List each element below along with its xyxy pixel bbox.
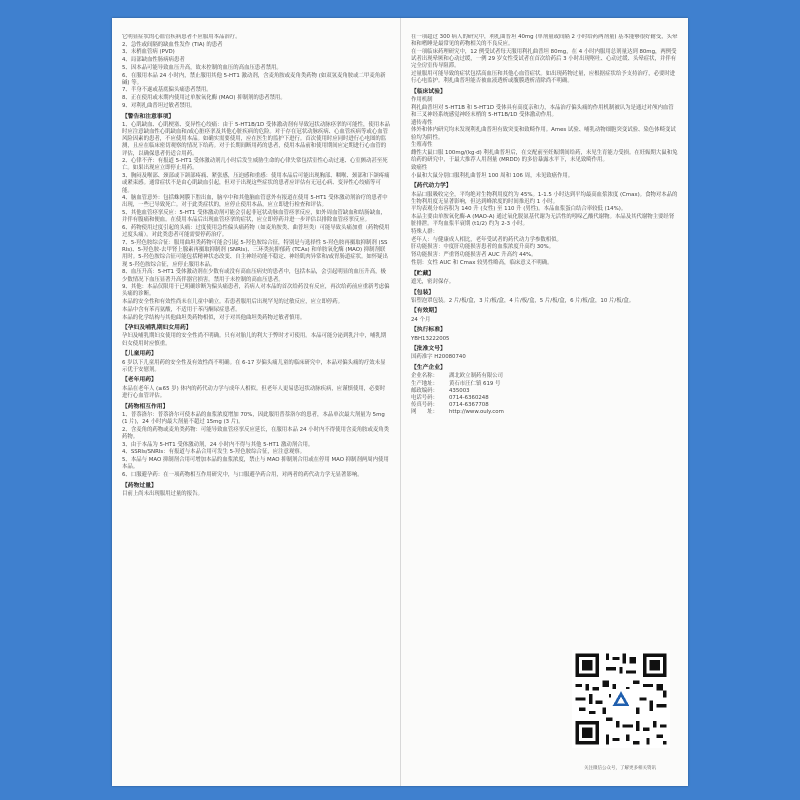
pk-line: 平均表观分布容积为 140 升 (女性) 至 110 升 (男性)。本品血浆蛋白结合率较低 (14%)。 bbox=[411, 206, 627, 213]
intro-line: 3、末梢血管病 (PVD) bbox=[122, 49, 175, 56]
intro-line: 9、对利扎曲普坦过敏者禁用。 bbox=[122, 102, 196, 109]
intro-line: 7、半身不遂或基底偏头痛患者禁用。 bbox=[122, 87, 212, 94]
section-title-package: 【包装】 bbox=[411, 289, 435, 296]
qr-caption: 关注微信公众号，了解更多相关资讯 bbox=[584, 766, 656, 771]
info-key: 传真号码： bbox=[411, 402, 438, 409]
elderly-text: 本品在老年人 (≥65 岁) 体内的药代动力学与成年人相似。但老年人更易患冠状动脉疾病，应谨慎使用，必要时进行心血管评估。 bbox=[122, 385, 386, 399]
section-title-warnings: 【警告和注意事项】 bbox=[122, 113, 175, 120]
warning-item: 2、心律不齐：有报道 5-HT1 受体激动剂几小时后发生威胁生命的心律失常包括室性心动过速、心室颤动甚至死亡。如果出现应立即停止用药。 bbox=[122, 158, 388, 172]
overdose-continued bbox=[411, 34, 679, 85]
overdose-paragraph: 过量服用可能导致的症状包括高血压和其他心血管症状。如出现药物过量，应根据症状给予支持治疗，必要时进行心电监护。利扎曲普坦能否被血液透析或腹膜透析清除尚不明确。 bbox=[411, 71, 676, 85]
pk-line: 肝功能损害：中度肝功能损害患者的血浆浓度升高约 30%。 bbox=[411, 244, 555, 251]
approval-text: 国药准字 H20080740 bbox=[411, 354, 466, 361]
interactions-list bbox=[122, 412, 390, 479]
fold-line bbox=[400, 18, 401, 786]
info-value: http://www.ouly.com bbox=[449, 409, 504, 416]
pk-line: 特殊人群： bbox=[411, 229, 438, 236]
section-title-validity: 【有效期】 bbox=[411, 308, 440, 315]
clinical-line: 致癌性 bbox=[411, 164, 428, 171]
pk-line: 本品口服吸收完全，平均绝对生物利用度约为 45%。1-1.5 小时达到平均最高血浆浓度 (Cmax)。食物对本品的生物利用度无显著影响，但达到峰浓度的时间推迟约 1 小时。 bbox=[411, 191, 678, 205]
info-key: 生产地址： bbox=[411, 380, 438, 387]
info-value: 0714-6360248 bbox=[449, 394, 489, 401]
info-row-name bbox=[411, 373, 679, 380]
info-row-website bbox=[411, 409, 679, 416]
warning-item: 3、胸闷及喉部、颈部或下颌部疼痛、紧张感，压迫感和重感：使用本品后可能出现胸部、咽喉、颈部和下颌疼痛或紧束感。通常症状不是由心肌缺血引起，但对于出现这些症状的患者应评估有无冠心病、变异性心绞痛等可能。 bbox=[122, 173, 390, 194]
pk-list bbox=[411, 192, 679, 268]
pregnancy-text: 孕妇及哺乳期妇女使用的安全性尚不明确。只有对胎儿的利大于弊时才可使用。本品可能分泌到乳汁中，哺乳期妇女使用时应慎重。 bbox=[122, 333, 387, 347]
interaction-item: 4、SSRIs/SNRIs：有报道与本品合用可发生 5-羟色胺综合征，应注意观察。 bbox=[122, 449, 306, 456]
storage-text: 遮光，密封保存。 bbox=[411, 278, 455, 285]
clinical-line: 小鼠和大鼠分别口服利扎曲普坦 100 周和 106 周，未见致癌作用。 bbox=[411, 172, 574, 179]
info-key: 企业名称： bbox=[411, 373, 438, 380]
intro-list bbox=[122, 34, 390, 110]
leaflet-sheet bbox=[112, 18, 688, 786]
intro-line: 5、因本品可能导致血压升高，故未控制的血压的高血压患者禁用。 bbox=[122, 64, 282, 71]
section-title-standard: 【执行标准】 bbox=[411, 327, 446, 334]
package-text: 铝塑泡罩包装。2 片/板/盒，3 片/板/盒，4 片/板/盒，5 片/板/盒，6 片/板/盒，10 片/板/盒。 bbox=[411, 297, 635, 304]
info-value: 黄石市汪仁镇 619 号 bbox=[449, 380, 501, 387]
section-title-overdose: 【药物过量】 bbox=[122, 482, 157, 489]
overdose-paragraph: 在一项临床药理研究中，12 例受试者每天服用利扎曲普坦 80mg，在 4 小时内服用总剂量达到 80mg，两例受试者出现晕厥和心动过缓，一例 29 岁女性受试者在首次给药后 3 小时出现呕吐、心动过缓、头晕症状，并伴有完全房室传导阻滞。 bbox=[411, 48, 677, 70]
intro-line: 6、在服用本品 24 小时内，禁止服用其他 5-HT1 激动剂，含麦角胺或麦角类药物 (如双氢麦角胺或二甲麦角新碱) 等。 bbox=[122, 72, 386, 86]
qr-code-icon[interactable] bbox=[572, 650, 670, 748]
warning-item: 4、脑血管意外：包括蛛网膜下腔出血，脑卒中和其他脑血管意外有报道在使用 5-HT1 受体激动剂治疗的患者中出现，一些已导致死亡。对于此类症状的，应停止使用本品，应立即进行检查和评估。 bbox=[122, 195, 388, 209]
interaction-item: 2、含麦角的药物或麦角类药物：可能导致血管痉挛反应延长，在服用本品 24 小时内不得使用含麦角胺或麦角类药物。 bbox=[122, 426, 390, 440]
interaction-item: 1、普萘洛尔：普萘洛尔可使本品的血浆浓度增加 70%，因此服用普萘洛尔的患者，本品单次最大剂量为 5mg (1 片)，24 小时内最大剂量不超过 15mg (3 片)。 bbox=[122, 411, 385, 425]
manufacturer-info bbox=[411, 373, 679, 416]
clinical-line: 遗传毒性 bbox=[411, 119, 433, 126]
section-title-approval: 【批准文号】 bbox=[411, 346, 446, 353]
standard-text: YBH13222005 bbox=[411, 335, 450, 342]
validity-text: 24 个月 bbox=[411, 316, 431, 323]
warning-item: 6、药物使用过度引起的头痛：过度使用急性偏头痛药物（如麦角胺类、曲普坦类）可能导致头痛加重（药物使用过度头痛）。对此类患者可能需要停药治疗。 bbox=[122, 225, 390, 239]
info-value: 435003 bbox=[449, 387, 470, 394]
clinical-list bbox=[411, 97, 679, 180]
info-value: 0714-6367708 bbox=[449, 402, 489, 409]
pk-line: 肾功能损害：严重肾功能损害者 AUC 升高约 44%。 bbox=[411, 252, 537, 259]
interaction-item: 6、口服避孕药：在一项药物相互作用研究中，与口服避孕药合用，对两者的药代动力学无显著影响。 bbox=[122, 471, 363, 478]
section-title-elderly: 【老年用药】 bbox=[122, 377, 157, 384]
section-title-interactions: 【药物相互作用】 bbox=[122, 403, 169, 410]
interaction-item: 5、本品与 MAO 抑制剂合用可增加本品的血浆浓度，禁止与 MAO 抑制剂合用或在停用 MAO 抑制剂两周内使用本品。 bbox=[122, 456, 389, 471]
warning-item: 本品的化学结构与其他曲坦类药物相似，对于对其他曲坦类药物过敏者慎用。 bbox=[122, 314, 306, 321]
section-title-pharmacokinetics: 【药代动力学】 bbox=[411, 183, 452, 190]
interaction-item: 3、由于本品为 5-HT1 受体激动剂，24 小时内不得与其他 5-HT1 激动剂合用。 bbox=[122, 441, 314, 448]
warning-item: 5、其他血管痉挛反应：5-HT1 受体激动剂可能会引起非冠状动脉血管痉挛反应，如外周血管缺血和结肠缺血，并伴有腹痛和便血。在使用本品后出现血管痉挛的症状，应立即停药并进一步评估以排除血管痉挛反应。 bbox=[122, 210, 386, 224]
intro-line: 它明显症状的心血管疾病患者不应服用本品治疗。 bbox=[122, 34, 241, 40]
info-row-fax bbox=[411, 402, 679, 409]
warning-item: 1、心肌缺血、心肌梗塞、变异性心绞痛：由于 5-HT1B/1D 受体激动剂有导致冠状动脉痉挛的可能性，使用本品时应注意缺血性心肌缺血和/或心脏痉挛及其他心脏疾病的危险。对于存在冠状动脉疾病、心血管疾病等或心血管风险因素的患者，不应使用本品。如确实需要使用，应在医生的监护下进行。首次使用时应同时进行心电图的监测，且应在临床密切观察的情况下给药。对于长期间断用药的患者，使用本品前和使用期间应定期进行心血管的评估，以确保患者仍适合用药。 bbox=[122, 121, 390, 157]
pk-line: 性别：女性 AUC 和 Cmax 较男性略高，临床意义不明确。 bbox=[411, 259, 553, 266]
section-title-storage: 【贮藏】 bbox=[411, 270, 435, 277]
clinical-line: 生殖毒性 bbox=[411, 142, 433, 149]
warnings-list bbox=[122, 122, 390, 322]
clinical-line: 体外和体内研究均未发现利扎曲普坦有致突变和致畸作用。Ames 试验、哺乳动物细胞突变试验、染色体畸变试验均为阴性。 bbox=[411, 127, 676, 141]
warning-item: 7、5-羟色胺综合征：服用曲坦类药物可能会引起 5-羟色胺综合征，特别是与选择性 5-羟色胺再摄取抑制剂 (SSRIs)、5-羟色胺-去甲肾上腺素再摄取抑制剂 (SNRIs)、三环类抗抑郁药 (TCAs) 和单胺氧化酶 (MAO) 抑制剂联用时。5-羟色胺综合征可能包括精神状态改变、自主神经功能不稳定、神经肌肉异常和/或胃肠道症状。如怀疑出现 5-羟色胺综合征，应停止服用本品。 bbox=[122, 239, 388, 268]
info-row-address bbox=[411, 381, 679, 388]
info-row-postcode bbox=[411, 388, 679, 395]
intro-line: 2、急性或间隔的缺血性发作 (TIA) 的患者 bbox=[122, 41, 223, 48]
clinical-line: 雌性大鼠口服 100mg/(kg·d) 利扎曲普坦后，在交配前至妊娠期间给药，未见生育能力受损。在妊娠期大鼠和兔给药的研究中，于最大推荐人用剂量 (MRDD) 的多倍暴露水平下，未见致畸作用。 bbox=[411, 150, 678, 164]
info-value: 湖北欧立制药有限公司 bbox=[449, 373, 503, 380]
warning-item: 8、血压升高：5-HT1 受体激动剂在少数有或没有高血压病史的患者中，包括本品，会引起明显的血压升高，极少数情况下血压显著升高伴器官损害。禁用于未控制的高血压患者。 bbox=[122, 269, 386, 283]
warning-item: 本品的安全性和有效性尚未在儿童中确立。若患者服用后出现罕见的过敏反应，应立即停药。 bbox=[122, 299, 344, 306]
warning-item: 9、其他：本品仅限用于已明确诊断为偏头痛患者，若病人对本品的首次给药没有反应，再次给药前应重新考虑偏头痛的诊断。 bbox=[122, 284, 390, 298]
overdose-paragraph: 在一项超过 300 病人的研究中，利扎曲普坦 40mg (单剂量或间隔 2 小时给药两剂量) 基本能够很好耐受，头晕和和嗜睡是最常见的药物相关的不良反应。 bbox=[411, 34, 678, 48]
overdose-text: 目前上尚未出现服用过量的报告。 bbox=[122, 490, 203, 497]
warning-item: 本品中含有苯丙氨酸，不适用于苯丙酮尿症患者。 bbox=[122, 306, 241, 313]
section-title-manufacturer: 【生产企业】 bbox=[411, 365, 446, 372]
clinical-line: 利扎曲普坦对 5-HT1B 和 5-HT1D 受体具有高度亲和力，本品治疗偏头痛的作用机制被认为是通过对颅内血管和三叉神经系统感觉神经末梢的 5-HT1B/1D 受体激动作用。 bbox=[411, 104, 674, 119]
clinical-line: 作用机制 bbox=[411, 97, 433, 104]
children-text: 6 岁以下儿童用药的安全性及有效性尚不明确。在 6-17 岁偏头痛儿童的临床研究中，本品对偏头痛的疗效未显示优于安慰剂。 bbox=[122, 359, 386, 373]
intro-line: 8、正在使用或末期内使用过单胺氧化酶 (MAO) 抑制剂的患者禁用。 bbox=[122, 95, 286, 102]
intro-line: 4、局部缺血性肠病病患者 bbox=[122, 57, 185, 64]
section-title-pregnancy: 【孕妇及哺乳期妇女用药】 bbox=[122, 325, 192, 332]
info-key: 电话号码： bbox=[411, 394, 438, 401]
section-title-clinical: 【临床试验】 bbox=[411, 88, 446, 95]
pk-line: 老年人：与健康成人相比，老年受试者的药代动力学参数相似。 bbox=[411, 236, 562, 243]
section-title-children: 【儿童用药】 bbox=[122, 351, 157, 358]
pk-line: 本品主要由单胺氧化酶-A (MAO-A) 通过氧化脱氨基代谢为无活性的吲哚乙酸代谢物。本品及其代谢物主要经肾脏排泄。平均血浆半衰期 (t1/2) 约为 2-3 小时。 bbox=[411, 214, 675, 228]
info-key: 网 址： bbox=[411, 409, 438, 416]
left-column bbox=[122, 34, 390, 776]
info-row-phone bbox=[411, 395, 679, 402]
info-key: 邮政编码： bbox=[411, 387, 438, 394]
